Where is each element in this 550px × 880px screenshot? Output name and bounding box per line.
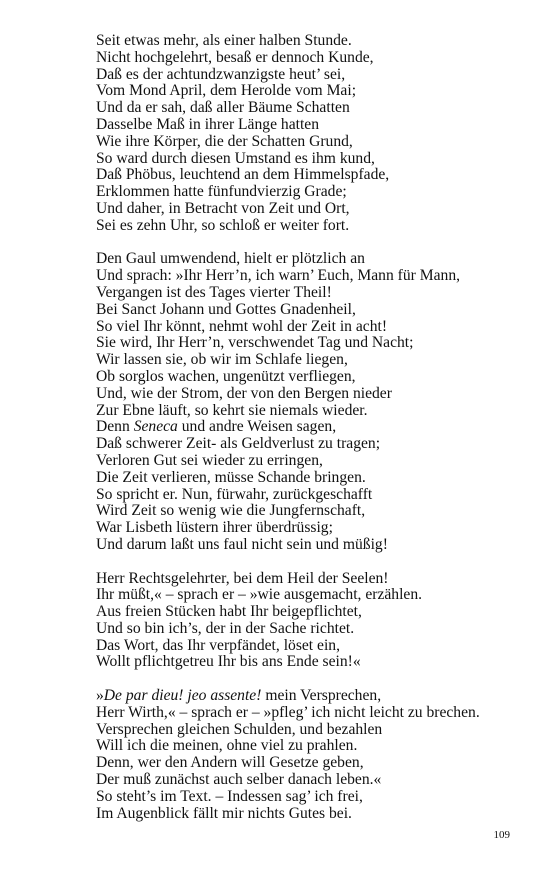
verse-line: So ward durch diesen Umstand es ihm kund, (96, 149, 375, 167)
verse-line: Und so bin ich’s, der in der Sache richtet. (96, 619, 355, 637)
verse-line: Bei Sanct Johann und Gottes Gnadenheil, (96, 300, 356, 318)
verse-line: Herr Wirth,« – sprach er – »pfleg’ ich nicht leicht zu brechen. (96, 703, 480, 721)
verse-line: Und da er sah, daß aller Bäume Schatten (96, 99, 350, 117)
verse-line: Wollt pflichtgetreu Ihr bis ans Ende sein!« (96, 653, 361, 671)
verse-line: Aus freien Stücken habt Ihr beigepflichtet, (96, 603, 362, 621)
verse-line: Ob sorglos wachen, ungenützt verfliegen, (96, 367, 356, 385)
verse-line: Will ich die meinen, ohne viel zu prahlen. (96, 737, 358, 755)
verse-line: Der muß zunächst auch selber danach leben.« (96, 771, 382, 789)
verse-line: Erklommen hatte fünfundvierzig Grade; (96, 183, 347, 201)
verse-line: Wie ihre Körper, die der Schatten Grund, (96, 132, 353, 150)
verse-line: Wir lassen sie, ob wir im Schlafe liegen, (96, 351, 348, 369)
verse-line: Nicht hochgelehrt, besaß er dennoch Kunde, (96, 48, 374, 66)
italic-text: Seneca (133, 418, 178, 436)
verse-line: Seit etwas mehr, als einer halben Stunde. (96, 32, 352, 49)
verse-line: Und sprach: »Ihr Herr’n, ich warn’ Euch, Mann für Mann, (96, 267, 461, 285)
verse-line: Wird Zeit so wenig wie die Jungfernschaft, (96, 502, 366, 520)
verse-line: Sie wird, Ihr Herr’n, verschwendet Tag und Nacht; (96, 334, 414, 352)
verse-line: Zur Ebne läuft, so kehrt sie niemals wieder. (96, 401, 368, 419)
verse-line: Und, wie der Strom, der von den Bergen nieder (96, 384, 392, 402)
italic-text: De par dieu! jeo assente! (103, 687, 262, 705)
verse-line: Sei es zehn Uhr, so schloß er weiter fort. (96, 216, 350, 234)
stanza (96, 251, 536, 553)
verse-line: Daß es der achtundzwanzigste heut’ sei, (96, 65, 346, 83)
verse-line: Dasselbe Maß in ihrer Länge hatten (96, 115, 319, 133)
verse-line: Den Gaul umwendend, hielt er plötzlich an (96, 250, 365, 268)
verse-line: Verloren Gut sei wieder zu erringen, (96, 451, 323, 469)
verse-line: Das Wort, das Ihr verpfändet, löset ein, (96, 636, 340, 654)
verse-line: Die Zeit verlieren, müsse Schande bringen. (96, 468, 366, 486)
verse-line: War Lisbeth lüstern ihrer überdrüssig; (96, 519, 333, 537)
verse-line: Daß Phöbus, leuchtend an dem Himmelspfade, (96, 166, 390, 184)
verse-line: Denn, wer den Andern will Gesetze geben, (96, 754, 364, 772)
verse-line: Daß schwerer Zeit- als Geldverlust zu tragen; (96, 435, 381, 453)
verse-line: Denn Seneca und andre Weisen sagen, (96, 418, 337, 436)
verse-line: Und daher, in Betracht von Zeit und Ort, (96, 199, 350, 217)
poem-text (96, 33, 536, 839)
verse-line: Ihr müßt,« – sprach er – »wie ausgemacht, erzählen. (96, 586, 423, 604)
stanza (96, 571, 536, 672)
page-number: 109 (493, 829, 510, 841)
verse-line: Vom Mond April, dem Herolde vom Mai; (96, 82, 357, 100)
verse-line: Im Augenblick fällt mir nichts Gutes bei. (96, 804, 352, 822)
stanza (96, 688, 536, 822)
verse-line: Und darum laßt uns faul nicht sein und müßig! (96, 535, 388, 553)
stanza (96, 33, 536, 235)
verse-line: »De par dieu! jeo assente! mein Versprechen, (96, 687, 382, 705)
verse-line: Versprechen gleichen Schulden, und bezahlen (96, 720, 383, 738)
verse-line: Herr Rechtsgelehrter, bei dem Heil der Seelen! (96, 569, 389, 587)
verse-line: So spricht er. Nun, fürwahr, zurückgeschafft (96, 485, 373, 503)
verse-line: So steht’s im Text. – Indessen sag’ ich frei, (96, 787, 363, 805)
verse-line: So viel Ihr könnt, nehmt wohl der Zeit in acht! (96, 317, 388, 335)
verse-line: Vergangen ist des Tages vierter Theil! (96, 283, 332, 301)
